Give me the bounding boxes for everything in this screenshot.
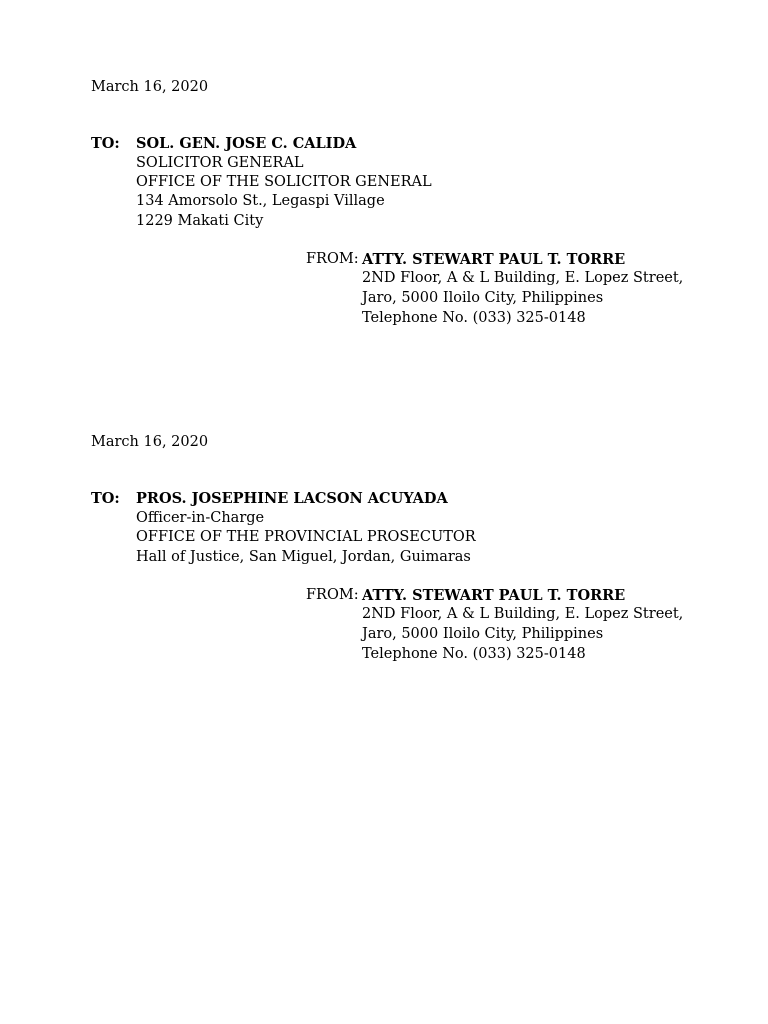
sender-city-line: Jaro, 5000 Iloilo City, Philippines bbox=[362, 290, 604, 306]
recipient-address-line: 134 Amorsolo St., Legaspi Village bbox=[136, 193, 385, 209]
recipient-address-line: Hall of Justice, San Miguel, Jordan, Guimaras bbox=[136, 549, 471, 565]
sender-telephone: Telephone No. (033) 325-0148 bbox=[362, 646, 586, 662]
from-label: FROM: bbox=[306, 251, 359, 267]
recipient-name: SOL. GEN. JOSE C. CALIDA bbox=[136, 135, 357, 152]
letter-date: March 16, 2020 bbox=[91, 79, 209, 95]
from-label: FROM: bbox=[306, 587, 359, 603]
recipient-office: OFFICE OF THE SOLICITOR GENERAL bbox=[136, 174, 432, 190]
sender-address-line: 2ND Floor, A & L Building, E. Lopez Street, bbox=[362, 606, 684, 622]
recipient-name: PROS. JOSEPHINE LACSON ACUYADA bbox=[136, 490, 448, 507]
to-label: TO: bbox=[91, 135, 120, 152]
recipient-office: OFFICE OF THE PROVINCIAL PROSECUTOR bbox=[136, 529, 476, 545]
letter-date: March 16, 2020 bbox=[91, 434, 209, 450]
recipient-title: SOLICITOR GENERAL bbox=[136, 155, 304, 171]
sender-name: ATTY. STEWART PAUL T. TORRE bbox=[362, 587, 626, 604]
recipient-title: Officer-in-Charge bbox=[136, 510, 265, 526]
sender-name: ATTY. STEWART PAUL T. TORRE bbox=[362, 251, 626, 268]
sender-telephone: Telephone No. (033) 325-0148 bbox=[362, 310, 586, 326]
sender-city-line: Jaro, 5000 Iloilo City, Philippines bbox=[362, 626, 604, 642]
sender-address-line: 2ND Floor, A & L Building, E. Lopez Street, bbox=[362, 270, 684, 286]
to-label: TO: bbox=[91, 490, 120, 507]
recipient-city-line: 1229 Makati City bbox=[136, 213, 264, 229]
